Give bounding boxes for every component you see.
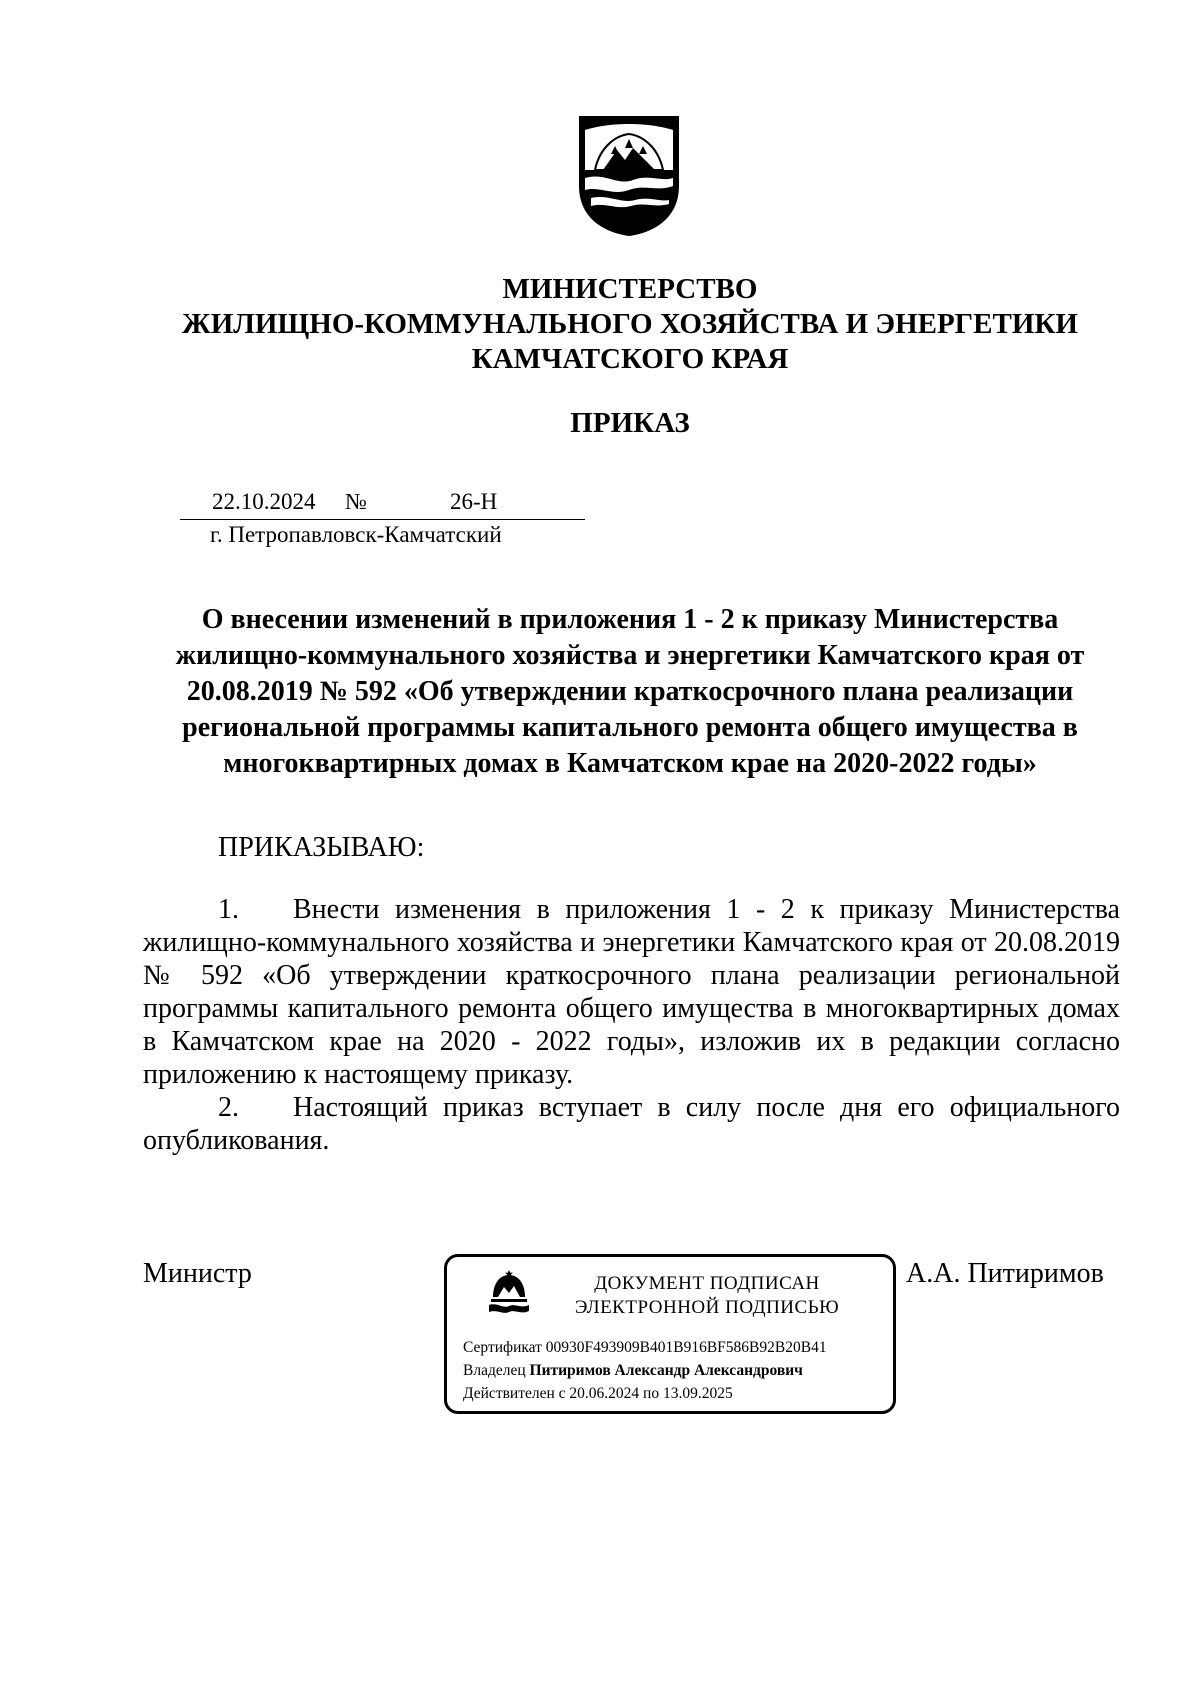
document-subject: О внесении изменений в приложения 1 - 2 к приказу Министерства жилищно-коммунального хозяйства и энергетики Камчатского края от 20.08.2019 № 592 «Об утверждении краткосрочного плана реализации региональной программы капитального ремонта общего имущества в многоквартирных домах в Камчатском крае на 2020-2022 годы» — [175, 604, 1085, 779]
ministry-line-2: ЖИЛИЩНО-КОММУНАЛЬНОГО ХОЗЯЙСТВА И ЭНЕРГЕТИКИ — [182, 308, 1078, 340]
item-text: Внести изменения в приложения 1 - 2 к приказу Министерства жилищно-коммунального хозяйства и энергетики Камчатского края от 20.08.2019 № 592 «Об утверждении краткосрочного плана реализации региональной программы капитального ремонта общего имущества в многоквартирных домах в Камчатском крае на 2020 - 2022 годы», изложив их в редакции согласно приложению к настоящему приказу. — [143, 894, 1120, 1090]
signer-name: А.А. Питиримов — [906, 1258, 1104, 1289]
item-text: Настоящий приказ вступает в силу после дня его официального опубликования. — [143, 1092, 1120, 1156]
order-item — [143, 893, 1120, 1091]
order-items — [143, 893, 1120, 1157]
order-date: 22.10.2024 — [212, 489, 316, 514]
city: г. Петропавловск-Камчатский — [210, 522, 502, 547]
ministry-line-1: МИНИСТЕРСТВО — [502, 273, 758, 305]
ministry-header — [100, 272, 1160, 377]
number-sign: № — [345, 489, 367, 514]
certificate-value: 00930F493909B401B916BF586B92B20B41 — [545, 1339, 827, 1356]
valid-to-label: по — [643, 1385, 660, 1402]
stamp-heading-line-1: ДОКУМЕНТ ПОДПИСАН — [594, 1273, 820, 1294]
stamp-heading — [557, 1272, 857, 1320]
coat-of-arms-icon — [573, 112, 685, 238]
valid-label: Действителен с — [463, 1385, 566, 1402]
stamp-owner — [463, 1361, 803, 1381]
stamp-validity — [463, 1384, 733, 1404]
certificate-label: Сертификат — [463, 1339, 542, 1356]
owner-value: Питиримов Александр Александрович — [529, 1362, 803, 1379]
stamp-certificate — [463, 1338, 827, 1358]
signer-position: Министр — [143, 1258, 252, 1289]
order-item — [143, 1091, 1120, 1157]
stamp-heading-line-2: ЭЛЕКТРОННОЙ ПОДПИСЬЮ — [574, 1297, 840, 1318]
item-number: 1. — [218, 894, 239, 925]
order-number: 26-Н — [450, 489, 498, 514]
document-type: ПРИКАЗ — [570, 407, 690, 439]
ministry-line-3: КАМЧАТСКОГО КРАЯ — [471, 343, 789, 375]
valid-to: 13.09.2025 — [662, 1385, 733, 1402]
valid-from: 20.06.2024 — [569, 1385, 640, 1402]
stamp-emblem-icon — [487, 1269, 531, 1319]
owner-label: Владелец — [463, 1362, 526, 1379]
requisites-line — [180, 487, 585, 520]
directive: ПРИКАЗЫВАЮ: — [218, 832, 425, 863]
item-number: 2. — [218, 1092, 239, 1123]
electronic-signature-stamp — [444, 1254, 896, 1414]
